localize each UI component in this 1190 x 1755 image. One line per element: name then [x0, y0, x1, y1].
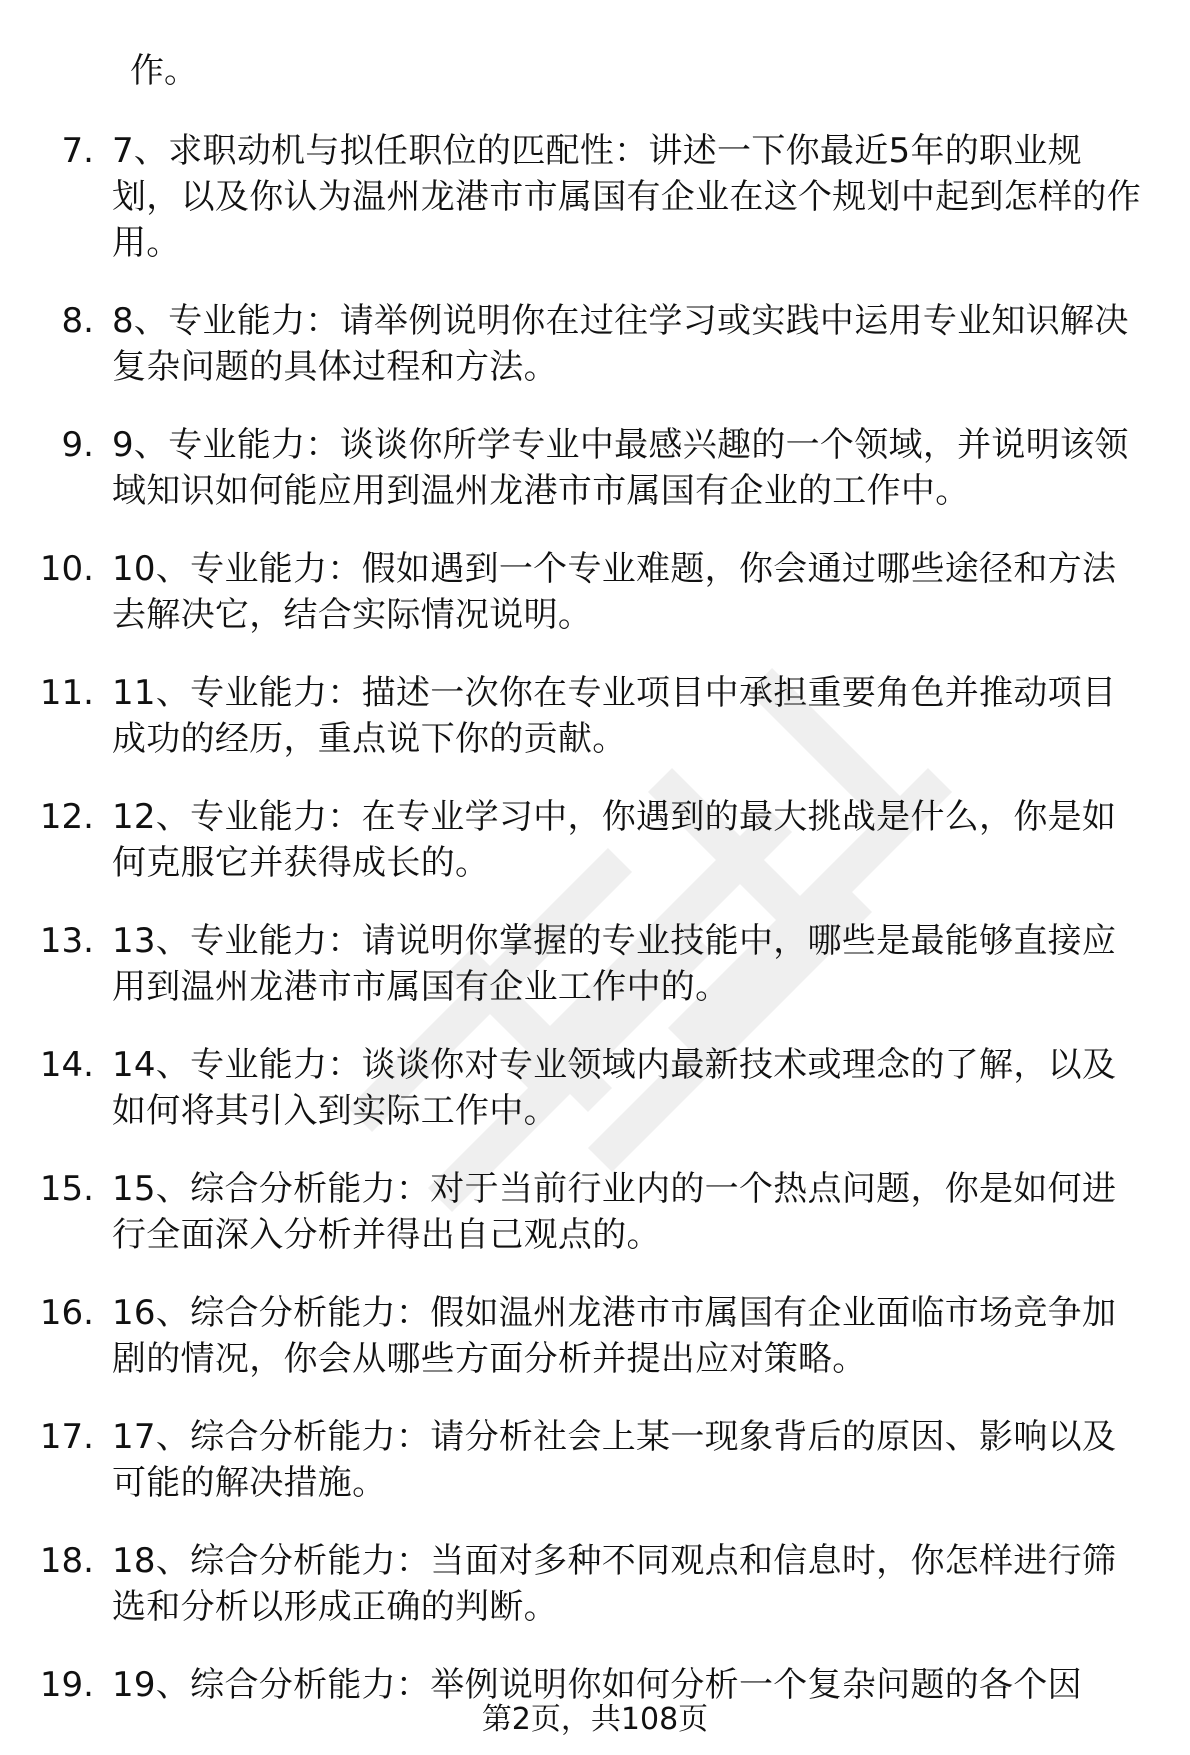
question-item: [0, 794, 1190, 886]
continuation-text: 作。: [130, 51, 198, 91]
question-text: 10、专业能力：假如遇到一个专业难题，你会通过哪些途径和方法去解决它，结合实际情况说明。: [112, 549, 1117, 635]
question-number: 12.: [39, 797, 94, 837]
question-number: 19.: [39, 1665, 94, 1705]
question-number: 14.: [39, 1045, 94, 1085]
question-text: 9、专业能力：谈谈你所学专业中最感兴趣的一个领域，并说明该领域知识如何能应用到温州龙港市市属国有企业的工作中。: [112, 425, 1129, 511]
question-text: 19、综合分析能力：举例说明你如何分析一个复杂问题的各个因: [112, 1665, 1082, 1705]
question-text: 16、综合分析能力：假如温州龙港市市属国有企业面临市场竞争加剧的情况，你会从哪些方面分析并提出应对策略。: [112, 1293, 1117, 1379]
question-number: 13.: [39, 921, 94, 961]
question-item: [0, 128, 1190, 266]
question-number: 8.: [61, 301, 94, 341]
question-text: 13、专业能力：请说明你掌握的专业技能中，哪些是最能够直接应用到温州龙港市市属国有企业工作中的。: [112, 921, 1117, 1007]
question-item: [0, 1290, 1190, 1382]
question-item: [0, 670, 1190, 762]
question-text: 7、求职动机与拟任职位的匹配性：讲述一下你最近5年的职业规划，以及你认为温州龙港市市属国有企业在这个规划中起到怎样的作用。: [112, 131, 1141, 263]
question-item: [0, 298, 1190, 390]
question-number: 7.: [61, 131, 94, 171]
question-item: [0, 1414, 1190, 1506]
question-item: [0, 1042, 1190, 1134]
question-item: [0, 422, 1190, 514]
page-footer: 第2页，共108页: [481, 1702, 709, 1737]
question-number: 15.: [39, 1169, 94, 1209]
question-number: 9.: [61, 425, 94, 465]
question-item: [0, 546, 1190, 638]
question-item: [0, 1538, 1190, 1630]
question-number: 18.: [39, 1541, 94, 1581]
question-number: 16.: [39, 1293, 94, 1333]
question-text: 8、专业能力：请举例说明你在过往学习或实践中运用专业知识解决复杂问题的具体过程和方法。: [112, 301, 1129, 387]
question-number: 11.: [39, 673, 94, 713]
question-number: 17.: [39, 1417, 94, 1457]
question-item: [0, 918, 1190, 1010]
question-text: 15、综合分析能力：对于当前行业内的一个热点问题，你是如何进行全面深入分析并得出自己观点的。: [112, 1169, 1117, 1255]
question-list: [0, 128, 1190, 1740]
question-text: 11、专业能力：描述一次你在专业项目中承担重要角色并推动项目成功的经历，重点说下你的贡献。: [112, 673, 1117, 759]
question-text: 18、综合分析能力：当面对多种不同观点和信息时，你怎样进行筛选和分析以形成正确的判断。: [112, 1541, 1117, 1627]
question-text: 12、专业能力：在专业学习中，你遇到的最大挑战是什么，你是如何克服它并获得成长的。: [112, 797, 1117, 883]
question-text: 17、综合分析能力：请分析社会上某一现象背后的原因、影响以及可能的解决措施。: [112, 1417, 1117, 1503]
question-number: 10.: [39, 549, 94, 589]
question-text: 14、专业能力：谈谈你对专业领域内最新技术或理念的了解，以及如何将其引入到实际工作中。: [112, 1045, 1117, 1131]
question-item: [0, 1166, 1190, 1258]
